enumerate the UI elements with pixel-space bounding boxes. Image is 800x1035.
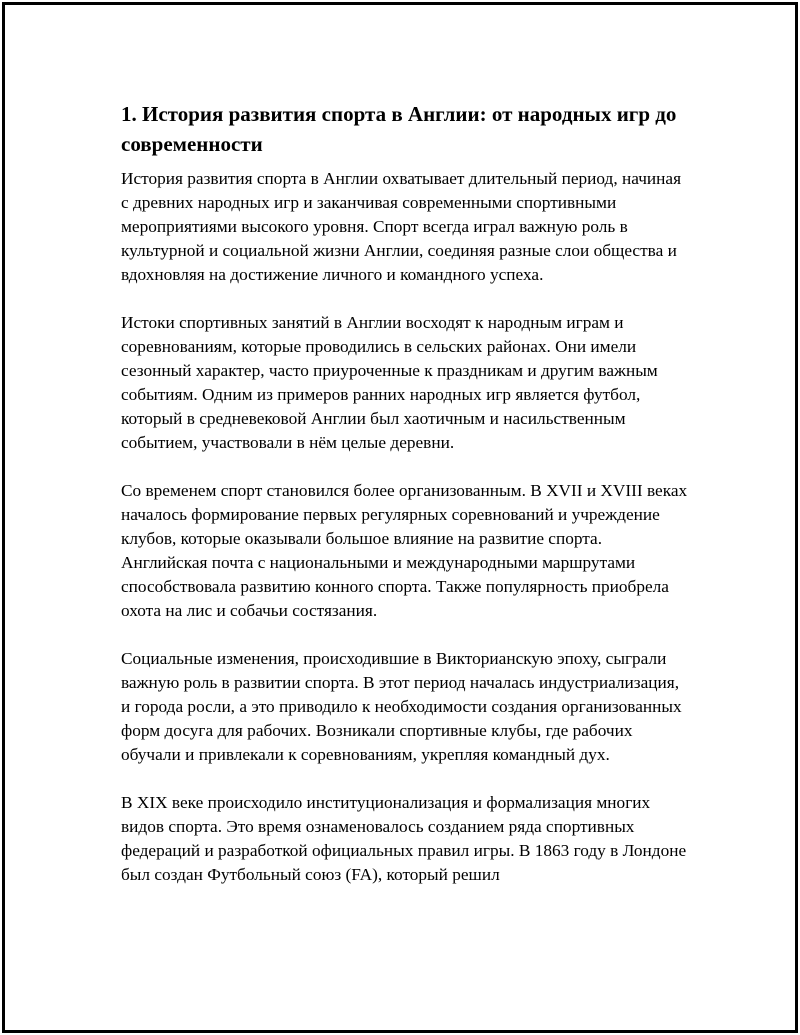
paragraph: Социальные изменения, происходившие в Викторианскую эпоху, сыграли важную роль в развитии спорта. В этот период началась индустриализация, и города росли, а это приводило к необходимости создания организованных форм досуга для рабочих. Возникали спортивные клубы, где рабочих обучали и привлекали к соревнованиям, укрепляя командный дух. [121, 649, 682, 764]
paragraph: История развития спорта в Англии охватывает длительный период, начиная с древних народных игр и заканчивая современными спортивными мероприятиями высокого уровня. Спорт всегда играл важную роль в культурной и социальной жизни Англии, соединяя разные слои общества и вдохновляя на достижение личного и командного успеха. [121, 169, 682, 284]
page-frame [2, 2, 798, 1033]
paragraph: В XIX веке происходило институционализация и формализация многих видов спорта. Это время ознаменовалось созданием ряда спортивных федераций и разработкой официальных правил игры. В 1863 году в Лондоне был создан Футбольный союз (FA), который решил [121, 793, 687, 884]
paragraph: Истоки спортивных занятий в Англии восходят к народным играм и соревнованиям, которые проводились в сельских районах. Они имели сезонный характер, часто приуроченные к праздникам и другим важным событиям. Одним из примеров ранних народных игр является футбол, который в средневековой Англии был хаотичным и насильственным событием, участвовали в нём целые деревни. [121, 313, 658, 452]
document-body [121, 99, 691, 911]
document-heading: 1. История развития спорта в Англии: от народных игр до современности [121, 102, 677, 156]
paragraph: Со временем спорт становился более организованным. В XVII и XVIII веках началось формирование первых регулярных соревнований и учреждение клубов, которые оказывали большое влияние на развитие спорта. Английская почта с национальными и международными маршрутами способствовала развитию конного спорта. Также популярность приобрела охота на лис и собачьи состязания. [121, 481, 688, 620]
